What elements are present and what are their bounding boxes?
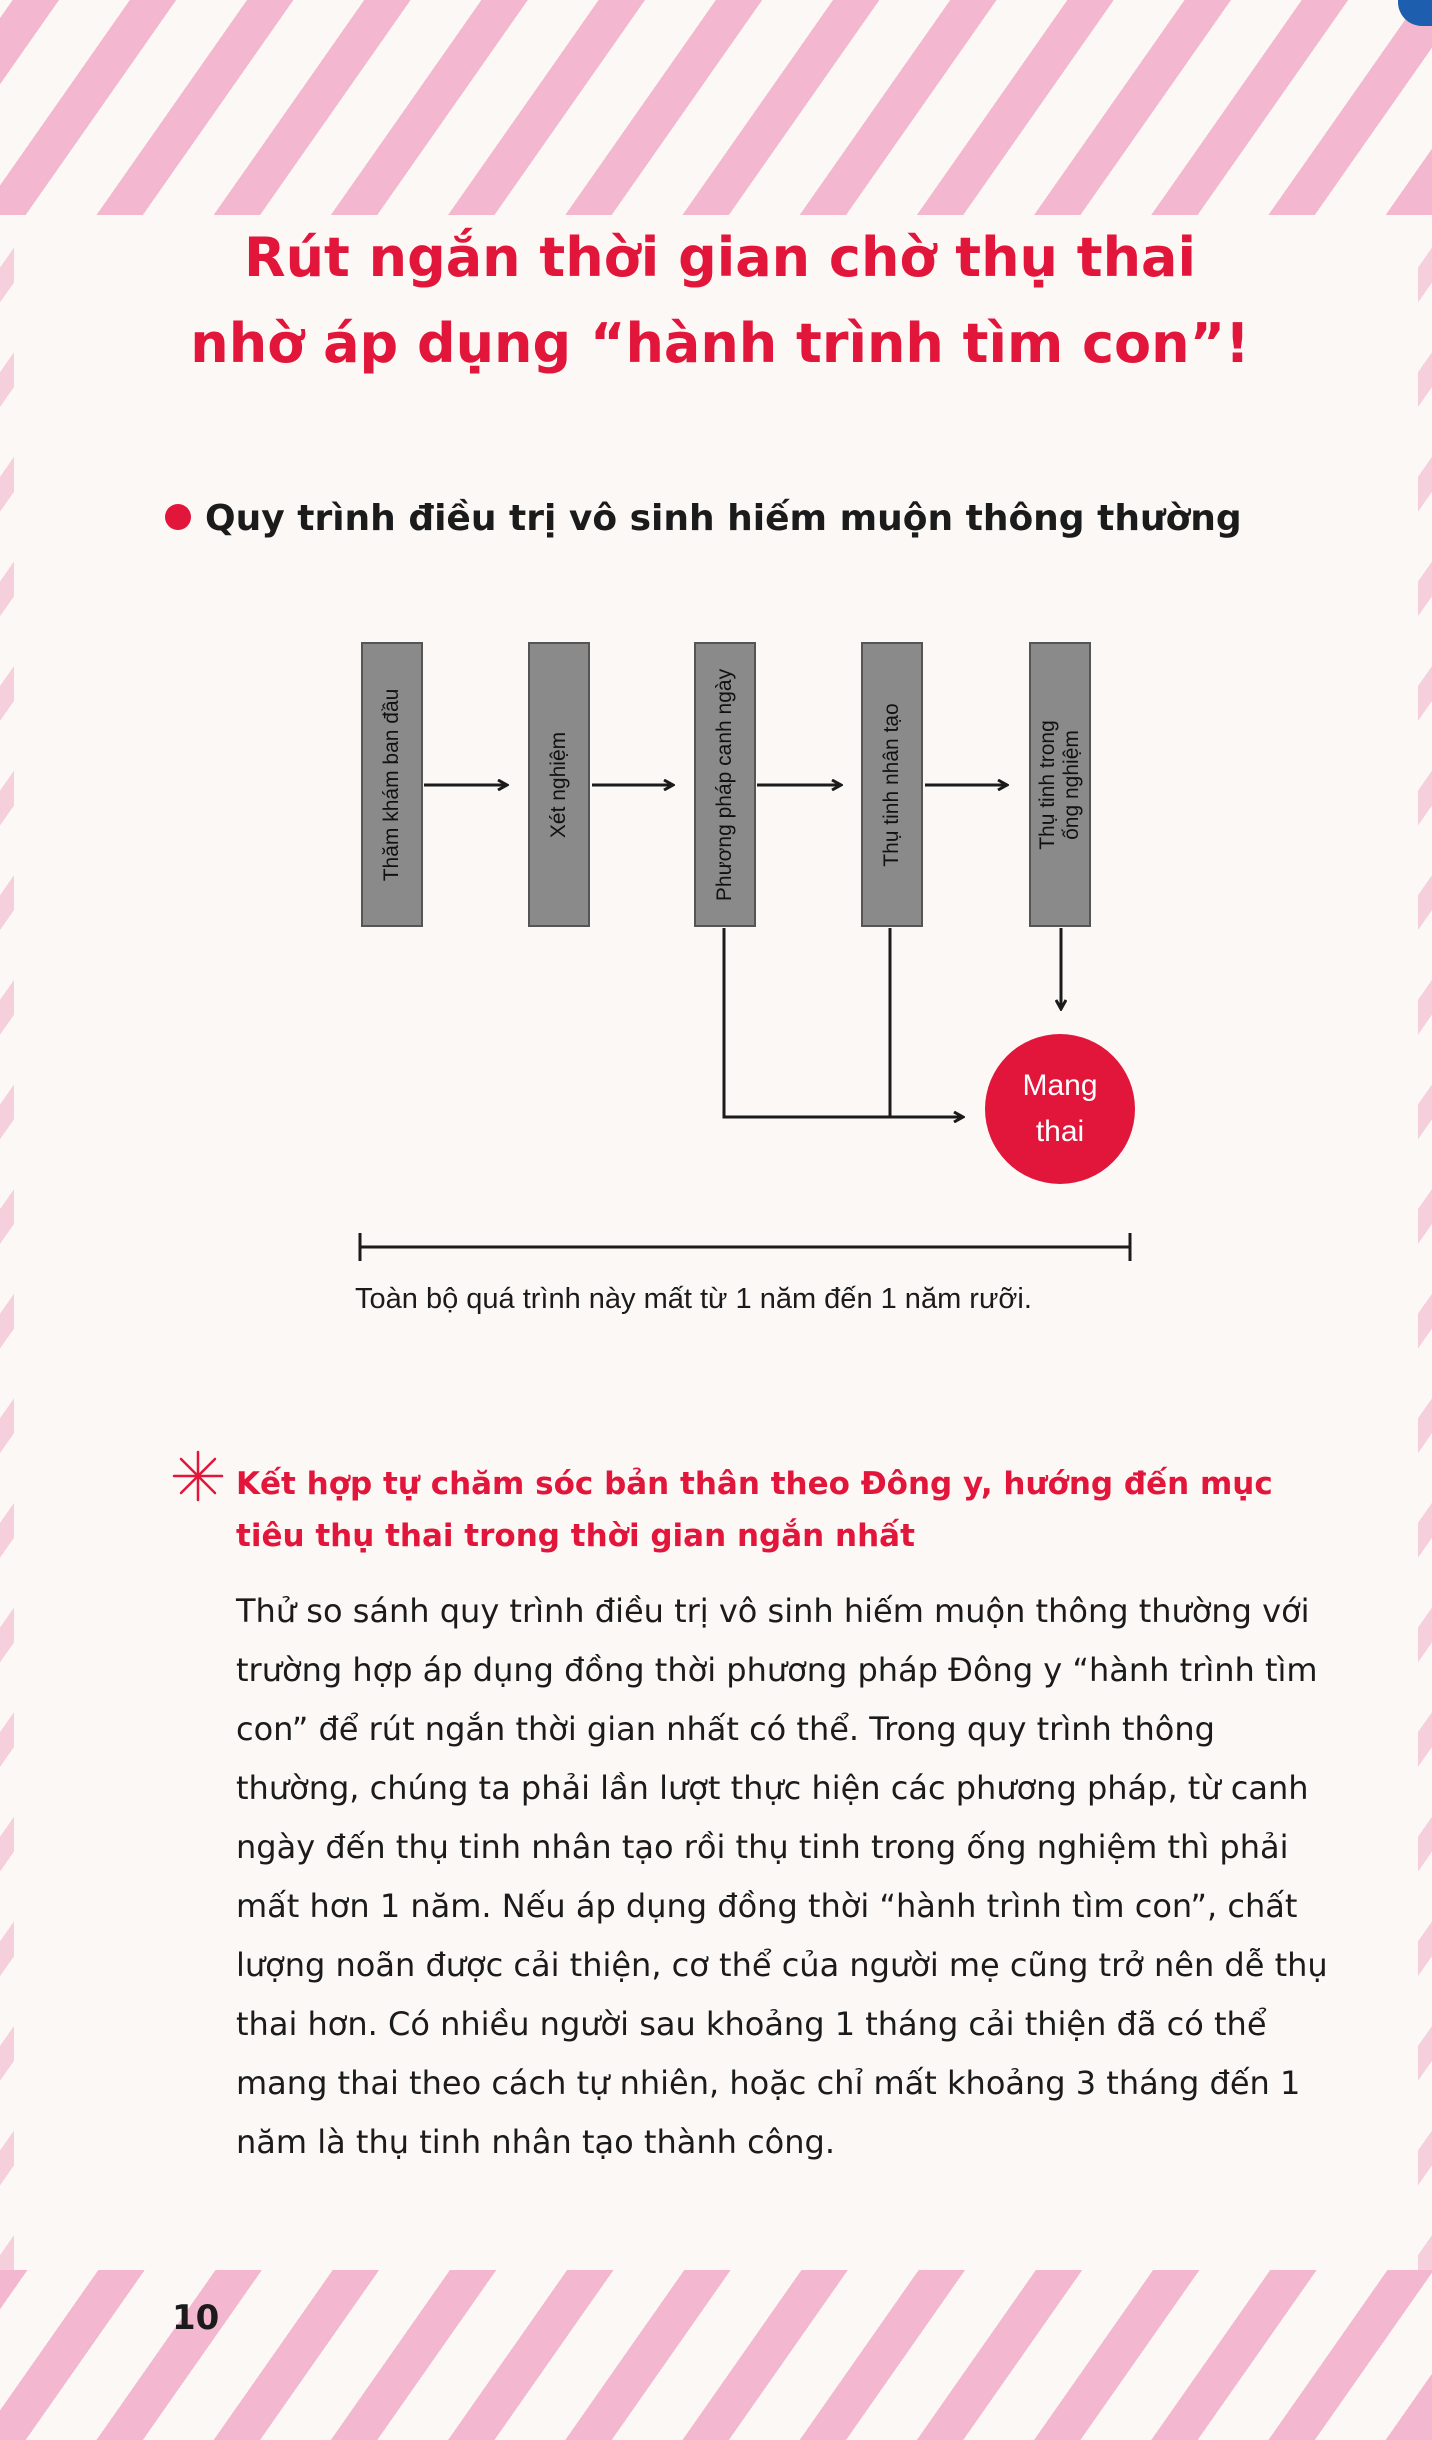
flow-step-initial-exam	[361, 642, 423, 927]
page-title-line-2: nhờ áp dụng “hành trình tìm con”!	[190, 312, 1250, 375]
flow-step-testing	[528, 642, 590, 927]
page-title-line-1: Rút ngắn thời gian chờ thụ thai	[244, 226, 1196, 289]
line-step3-down	[724, 928, 890, 1117]
flow-goal-label: Mang thai	[1022, 1069, 1098, 1148]
flow-step-label: Thăm khám ban đầu	[380, 688, 403, 881]
flow-goal-pregnancy	[985, 1034, 1135, 1184]
body-text	[236, 1582, 1346, 2172]
flowchart-caption: Toàn bộ quá trình này mất từ 1 năm đến 1 năm rưỡi.	[355, 1283, 1032, 1315]
flow-step-label: Thụ tinh trong ống nghiệm	[1036, 719, 1083, 850]
section-heading-1-text: Quy trình điều trị vô sinh hiếm muộn thông thường	[205, 498, 1242, 539]
page-number: 10	[172, 2298, 220, 2338]
asterisk-icon	[172, 1450, 224, 1502]
section-heading-2: Kết hợp tự chăm sóc bản thân theo Đông y, hướng đến mục tiêu thụ thai trong thời gian ngắn nhất	[236, 1466, 1273, 1554]
flow-step-artificial-insemination	[861, 642, 923, 927]
flow-step-timed-intercourse	[694, 642, 756, 927]
body-paragraph: Thử so sánh quy trình điều trị vô sinh hiếm muộn thông thường với trường hợp áp dụng đồng thời phương pháp Đông y “hành trình tìm con” để rút ngắn thời gian nhất có thể. Trong quy trình thông thường, chúng ta phải lần lượt thực hiện các phương pháp, từ canh ngày đến thụ tinh nhân tạo rồi thụ tinh trong ống nghiệm thì phải mất hơn 1 năm. Nếu áp dụng đồng thời “hành trình tìm con”, chất lượng noãn được cải thiện, cơ thể của người mẹ cũng trở nên dễ thụ thai hơn. Có nhiều người sau khoảng 1 tháng cải thiện đã có thể mang thai theo cách tự nhiên, hoặc chỉ mất khoảng 3 tháng đến 1 năm là thụ tinh nhân tạo thành công.	[236, 1592, 1328, 2161]
flow-step-ivf	[1029, 642, 1091, 927]
flow-step-label: Phương pháp canh ngày	[713, 668, 736, 901]
flow-step-label: Thụ tinh nhân tạo	[880, 702, 903, 867]
flow-step-label: Xét nghiệm	[547, 731, 570, 838]
bottom-stripe-border	[0, 2270, 1432, 2440]
